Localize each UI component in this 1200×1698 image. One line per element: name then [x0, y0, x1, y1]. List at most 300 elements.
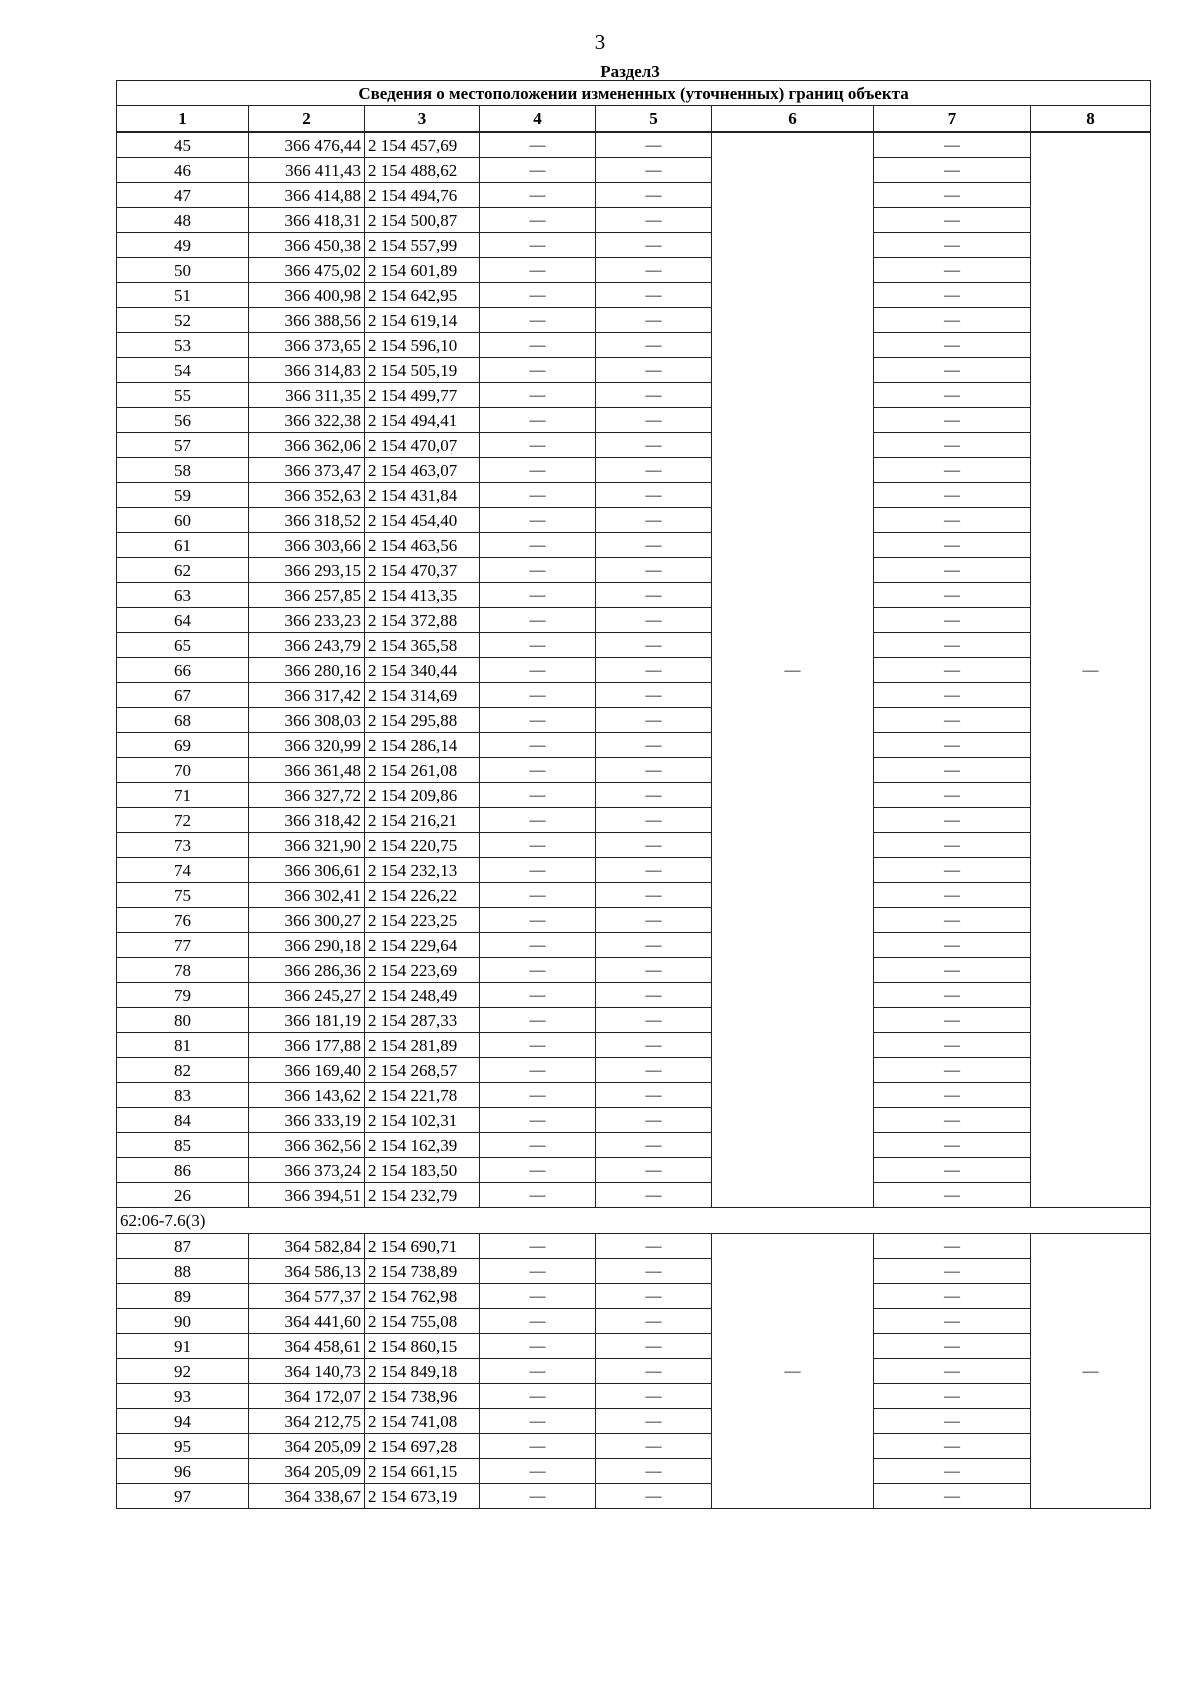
- y-coordinate-cell: 2 154 365,58: [365, 633, 480, 658]
- table-row: [117, 1334, 1151, 1359]
- col5-cell: —: [596, 1359, 712, 1384]
- col4-cell: —: [480, 883, 596, 908]
- col4-cell: —: [480, 1284, 596, 1309]
- x-coordinate-cell: 366 475,02: [249, 258, 365, 283]
- col4-cell: —: [480, 1409, 596, 1434]
- table-row: [117, 783, 1151, 808]
- col4-cell: —: [480, 1183, 596, 1208]
- x-coordinate-cell: 366 318,42: [249, 808, 365, 833]
- point-number-cell: 95: [117, 1434, 249, 1459]
- x-coordinate-cell: 366 373,65: [249, 333, 365, 358]
- col4-cell: —: [480, 1259, 596, 1284]
- col7-cell: —: [874, 808, 1031, 833]
- col4-cell: —: [480, 1384, 596, 1409]
- point-number-cell: 72: [117, 808, 249, 833]
- y-coordinate-cell: 2 154 470,07: [365, 433, 480, 458]
- col5-cell: —: [596, 733, 712, 758]
- table-row: [117, 283, 1151, 308]
- table-row: [117, 308, 1151, 333]
- col5-cell: —: [596, 358, 712, 383]
- col4-cell: —: [480, 1083, 596, 1108]
- table-row: [117, 208, 1151, 233]
- col4-cell: —: [480, 683, 596, 708]
- col5-cell: —: [596, 558, 712, 583]
- table-row: [117, 1133, 1151, 1158]
- col5-cell: —: [596, 233, 712, 258]
- y-coordinate-cell: 2 154 226,22: [365, 883, 480, 908]
- table-row: [117, 1108, 1151, 1133]
- col4-cell: —: [480, 158, 596, 183]
- y-coordinate-cell: 2 154 738,96: [365, 1384, 480, 1409]
- col7-cell: —: [874, 608, 1031, 633]
- col7-cell: —: [874, 458, 1031, 483]
- col4-cell: —: [480, 408, 596, 433]
- column-header: 4: [480, 106, 596, 133]
- column-header: 2: [249, 106, 365, 133]
- point-number-cell: 71: [117, 783, 249, 808]
- table-row: [117, 908, 1151, 933]
- table-row: [117, 658, 1151, 683]
- col7-cell: —: [874, 933, 1031, 958]
- col5-cell: —: [596, 1259, 712, 1284]
- col4-cell: —: [480, 908, 596, 933]
- col4-cell: —: [480, 1334, 596, 1359]
- col5-cell: —: [596, 208, 712, 233]
- point-number-cell: 49: [117, 233, 249, 258]
- y-coordinate-cell: 2 154 314,69: [365, 683, 480, 708]
- x-coordinate-cell: 366 280,16: [249, 658, 365, 683]
- x-coordinate-cell: 366 300,27: [249, 908, 365, 933]
- col5-cell: —: [596, 1008, 712, 1033]
- col5-cell: —: [596, 483, 712, 508]
- y-coordinate-cell: 2 154 261,08: [365, 758, 480, 783]
- col7-cell: —: [874, 1384, 1031, 1409]
- col5-cell: —: [596, 633, 712, 658]
- col5-cell: —: [596, 908, 712, 933]
- table-row: [117, 1409, 1151, 1434]
- point-number-cell: 48: [117, 208, 249, 233]
- col7-cell: —: [874, 132, 1031, 158]
- x-coordinate-cell: 366 400,98: [249, 283, 365, 308]
- y-coordinate-cell: 2 154 221,78: [365, 1083, 480, 1108]
- col4-cell: —: [480, 633, 596, 658]
- table-row: [117, 533, 1151, 558]
- col7-cell: —: [874, 1234, 1031, 1259]
- col5-cell: —: [596, 408, 712, 433]
- col4-cell: —: [480, 233, 596, 258]
- y-coordinate-cell: 2 154 372,88: [365, 608, 480, 633]
- y-coordinate-cell: 2 154 500,87: [365, 208, 480, 233]
- point-number-cell: 96: [117, 1459, 249, 1484]
- col8-merged-cell: —: [1031, 1234, 1151, 1509]
- col5-cell: —: [596, 183, 712, 208]
- col7-cell: —: [874, 358, 1031, 383]
- col4-cell: —: [480, 1008, 596, 1033]
- y-coordinate-cell: 2 154 463,07: [365, 458, 480, 483]
- col5-cell: —: [596, 533, 712, 558]
- table-row: [117, 1359, 1151, 1384]
- col7-cell: —: [874, 583, 1031, 608]
- col7-cell: —: [874, 1108, 1031, 1133]
- col5-cell: —: [596, 308, 712, 333]
- table-row: [117, 458, 1151, 483]
- point-number-cell: 76: [117, 908, 249, 933]
- col4-cell: —: [480, 983, 596, 1008]
- col7-cell: —: [874, 783, 1031, 808]
- x-coordinate-cell: 366 306,61: [249, 858, 365, 883]
- col7-cell: —: [874, 233, 1031, 258]
- table-row: [117, 358, 1151, 383]
- y-coordinate-cell: 2 154 741,08: [365, 1409, 480, 1434]
- col5-cell: —: [596, 1334, 712, 1359]
- y-coordinate-cell: 2 154 601,89: [365, 258, 480, 283]
- col4-cell: —: [480, 283, 596, 308]
- point-number-cell: 79: [117, 983, 249, 1008]
- col5-cell: —: [596, 283, 712, 308]
- point-number-cell: 57: [117, 433, 249, 458]
- col5-cell: —: [596, 1183, 712, 1208]
- x-coordinate-cell: 364 205,09: [249, 1434, 365, 1459]
- point-number-cell: 46: [117, 158, 249, 183]
- col8-merged-cell: —: [1031, 132, 1151, 1208]
- y-coordinate-cell: 2 154 488,62: [365, 158, 480, 183]
- y-coordinate-cell: 2 154 619,14: [365, 308, 480, 333]
- col7-cell: —: [874, 683, 1031, 708]
- table-row: [117, 1008, 1151, 1033]
- x-coordinate-cell: 364 172,07: [249, 1384, 365, 1409]
- col7-cell: —: [874, 908, 1031, 933]
- point-number-cell: 78: [117, 958, 249, 983]
- table-row: [117, 132, 1151, 158]
- col7-cell: —: [874, 658, 1031, 683]
- x-coordinate-cell: 364 338,67: [249, 1484, 365, 1509]
- col5-cell: —: [596, 258, 712, 283]
- point-number-cell: 87: [117, 1234, 249, 1259]
- y-coordinate-cell: 2 154 499,77: [365, 383, 480, 408]
- x-coordinate-cell: 366 308,03: [249, 708, 365, 733]
- col7-cell: —: [874, 1083, 1031, 1108]
- table-row: [117, 1234, 1151, 1259]
- col4-cell: —: [480, 958, 596, 983]
- point-number-cell: 61: [117, 533, 249, 558]
- col4-cell: —: [480, 558, 596, 583]
- col5-cell: —: [596, 458, 712, 483]
- x-coordinate-cell: 366 243,79: [249, 633, 365, 658]
- point-number-cell: 77: [117, 933, 249, 958]
- x-coordinate-cell: 366 362,06: [249, 433, 365, 458]
- point-number-cell: 51: [117, 283, 249, 308]
- point-number-cell: 84: [117, 1108, 249, 1133]
- y-coordinate-cell: 2 154 494,41: [365, 408, 480, 433]
- y-coordinate-cell: 2 154 413,35: [365, 583, 480, 608]
- col4-cell: —: [480, 333, 596, 358]
- table-row: [117, 1083, 1151, 1108]
- point-number-cell: 56: [117, 408, 249, 433]
- col4-cell: —: [480, 758, 596, 783]
- y-coordinate-cell: 2 154 162,39: [365, 1133, 480, 1158]
- x-coordinate-cell: 364 577,37: [249, 1284, 365, 1309]
- x-coordinate-cell: 366 317,42: [249, 683, 365, 708]
- point-number-cell: 26: [117, 1183, 249, 1208]
- col5-cell: —: [596, 1484, 712, 1509]
- table-header-row: [117, 106, 1151, 133]
- col5-cell: —: [596, 983, 712, 1008]
- x-coordinate-cell: 364 205,09: [249, 1459, 365, 1484]
- boundary-coordinates-table: [116, 80, 1151, 1509]
- col7-cell: —: [874, 1359, 1031, 1384]
- column-header: 6: [712, 106, 874, 133]
- y-coordinate-cell: 2 154 209,86: [365, 783, 480, 808]
- col7-cell: —: [874, 383, 1031, 408]
- table-row: [117, 1259, 1151, 1284]
- table-row: [117, 1384, 1151, 1409]
- col4-cell: —: [480, 833, 596, 858]
- x-coordinate-cell: 366 143,62: [249, 1083, 365, 1108]
- x-coordinate-cell: 366 314,83: [249, 358, 365, 383]
- x-coordinate-cell: 364 458,61: [249, 1334, 365, 1359]
- col7-cell: —: [874, 1008, 1031, 1033]
- section-title: Раздел3: [600, 62, 660, 81]
- col7-cell: —: [874, 1183, 1031, 1208]
- col7-cell: —: [874, 1334, 1031, 1359]
- col5-cell: —: [596, 383, 712, 408]
- point-number-cell: 69: [117, 733, 249, 758]
- point-number-cell: 97: [117, 1484, 249, 1509]
- point-number-cell: 81: [117, 1033, 249, 1058]
- x-coordinate-cell: 366 414,88: [249, 183, 365, 208]
- y-coordinate-cell: 2 154 286,14: [365, 733, 480, 758]
- col4-cell: —: [480, 183, 596, 208]
- col4-cell: —: [480, 1459, 596, 1484]
- table-row: [117, 1309, 1151, 1334]
- point-number-cell: 47: [117, 183, 249, 208]
- y-coordinate-cell: 2 154 248,49: [365, 983, 480, 1008]
- col5-cell: —: [596, 158, 712, 183]
- table-row: [117, 483, 1151, 508]
- point-number-cell: 62: [117, 558, 249, 583]
- table-row: [117, 258, 1151, 283]
- col7-cell: —: [874, 483, 1031, 508]
- table-row: [117, 758, 1151, 783]
- col7-cell: —: [874, 1409, 1031, 1434]
- table-row: [117, 583, 1151, 608]
- table-row: [117, 183, 1151, 208]
- x-coordinate-cell: 366 322,38: [249, 408, 365, 433]
- point-number-cell: 65: [117, 633, 249, 658]
- col5-cell: —: [596, 883, 712, 908]
- y-coordinate-cell: 2 154 860,15: [365, 1334, 480, 1359]
- subsection-row: [117, 1208, 1151, 1234]
- x-coordinate-cell: 366 361,48: [249, 758, 365, 783]
- table-row: [117, 833, 1151, 858]
- table-row: [117, 158, 1151, 183]
- column-header: 8: [1031, 106, 1151, 133]
- table-row: [117, 958, 1151, 983]
- col7-cell: —: [874, 758, 1031, 783]
- table-row: [117, 708, 1151, 733]
- table-row: [117, 1058, 1151, 1083]
- point-number-cell: 82: [117, 1058, 249, 1083]
- col4-cell: —: [480, 533, 596, 558]
- col7-cell: —: [874, 958, 1031, 983]
- col7-cell: —: [874, 1309, 1031, 1334]
- col7-cell: —: [874, 1158, 1031, 1183]
- col4-cell: —: [480, 1108, 596, 1133]
- col7-cell: —: [874, 158, 1031, 183]
- col5-cell: —: [596, 758, 712, 783]
- x-coordinate-cell: 366 233,23: [249, 608, 365, 633]
- point-number-cell: 83: [117, 1083, 249, 1108]
- column-header: 7: [874, 106, 1031, 133]
- point-number-cell: 63: [117, 583, 249, 608]
- table-row: [117, 858, 1151, 883]
- y-coordinate-cell: 2 154 216,21: [365, 808, 480, 833]
- table-row: [117, 883, 1151, 908]
- col7-cell: —: [874, 208, 1031, 233]
- col5-cell: —: [596, 583, 712, 608]
- point-number-cell: 54: [117, 358, 249, 383]
- y-coordinate-cell: 2 154 268,57: [365, 1058, 480, 1083]
- y-coordinate-cell: 2 154 697,28: [365, 1434, 480, 1459]
- col7-cell: —: [874, 408, 1031, 433]
- col5-cell: —: [596, 132, 712, 158]
- col4-cell: —: [480, 383, 596, 408]
- col7-cell: —: [874, 433, 1031, 458]
- x-coordinate-cell: 366 333,19: [249, 1108, 365, 1133]
- col7-cell: —: [874, 633, 1031, 658]
- table-row: [117, 383, 1151, 408]
- col4-cell: —: [480, 1359, 596, 1384]
- col5-cell: —: [596, 1309, 712, 1334]
- col5-cell: —: [596, 508, 712, 533]
- col4-cell: —: [480, 1484, 596, 1509]
- col6-merged-cell: —: [712, 1234, 874, 1509]
- y-coordinate-cell: 2 154 849,18: [365, 1359, 480, 1384]
- x-coordinate-cell: 366 373,24: [249, 1158, 365, 1183]
- y-coordinate-cell: 2 154 557,99: [365, 233, 480, 258]
- col7-cell: —: [874, 1434, 1031, 1459]
- col7-cell: —: [874, 983, 1031, 1008]
- page-number: 3: [594, 30, 606, 54]
- col7-cell: —: [874, 1058, 1031, 1083]
- x-coordinate-cell: 366 321,90: [249, 833, 365, 858]
- column-header: 5: [596, 106, 712, 133]
- x-coordinate-cell: 366 388,56: [249, 308, 365, 333]
- col5-cell: —: [596, 433, 712, 458]
- table-row: [117, 408, 1151, 433]
- table-row: [117, 1484, 1151, 1509]
- x-coordinate-cell: 366 181,19: [249, 1008, 365, 1033]
- point-number-cell: 66: [117, 658, 249, 683]
- col5-cell: —: [596, 608, 712, 633]
- point-number-cell: 74: [117, 858, 249, 883]
- col5-cell: —: [596, 683, 712, 708]
- x-coordinate-cell: 366 394,51: [249, 1183, 365, 1208]
- point-number-cell: 93: [117, 1384, 249, 1409]
- x-coordinate-cell: 366 411,43: [249, 158, 365, 183]
- point-number-cell: 92: [117, 1359, 249, 1384]
- col5-cell: —: [596, 1058, 712, 1083]
- point-number-cell: 89: [117, 1284, 249, 1309]
- x-coordinate-cell: 364 441,60: [249, 1309, 365, 1334]
- col7-cell: —: [874, 533, 1031, 558]
- col4-cell: —: [480, 433, 596, 458]
- col7-cell: —: [874, 833, 1031, 858]
- col5-cell: —: [596, 833, 712, 858]
- col7-cell: —: [874, 333, 1031, 358]
- y-coordinate-cell: 2 154 223,25: [365, 908, 480, 933]
- col4-cell: —: [480, 1434, 596, 1459]
- x-coordinate-cell: 366 418,31: [249, 208, 365, 233]
- col4-cell: —: [480, 358, 596, 383]
- x-coordinate-cell: 366 169,40: [249, 1058, 365, 1083]
- point-number-cell: 68: [117, 708, 249, 733]
- col5-cell: —: [596, 933, 712, 958]
- column-header: 3: [365, 106, 480, 133]
- col5-cell: —: [596, 1284, 712, 1309]
- point-number-cell: 85: [117, 1133, 249, 1158]
- col4-cell: —: [480, 132, 596, 158]
- col4-cell: —: [480, 458, 596, 483]
- x-coordinate-cell: 366 373,47: [249, 458, 365, 483]
- table-row: [117, 1183, 1151, 1208]
- y-coordinate-cell: 2 154 470,37: [365, 558, 480, 583]
- y-coordinate-cell: 2 154 690,71: [365, 1234, 480, 1259]
- x-coordinate-cell: 366 311,35: [249, 383, 365, 408]
- point-number-cell: 94: [117, 1409, 249, 1434]
- col4-cell: —: [480, 1309, 596, 1334]
- col4-cell: —: [480, 808, 596, 833]
- col5-cell: —: [596, 333, 712, 358]
- col4-cell: —: [480, 858, 596, 883]
- point-number-cell: 91: [117, 1334, 249, 1359]
- col5-cell: —: [596, 1083, 712, 1108]
- y-coordinate-cell: 2 154 431,84: [365, 483, 480, 508]
- table-row: [117, 1459, 1151, 1484]
- col4-cell: —: [480, 658, 596, 683]
- table-row: [117, 733, 1151, 758]
- point-number-cell: 58: [117, 458, 249, 483]
- y-coordinate-cell: 2 154 762,98: [365, 1284, 480, 1309]
- col7-cell: —: [874, 283, 1031, 308]
- x-coordinate-cell: 366 362,56: [249, 1133, 365, 1158]
- point-number-cell: 45: [117, 132, 249, 158]
- col5-cell: —: [596, 1158, 712, 1183]
- col4-cell: —: [480, 1033, 596, 1058]
- col4-cell: —: [480, 258, 596, 283]
- point-number-cell: 80: [117, 1008, 249, 1033]
- point-number-cell: 88: [117, 1259, 249, 1284]
- x-coordinate-cell: 366 302,41: [249, 883, 365, 908]
- point-number-cell: 67: [117, 683, 249, 708]
- col7-cell: —: [874, 858, 1031, 883]
- point-number-cell: 70: [117, 758, 249, 783]
- col7-cell: —: [874, 1459, 1031, 1484]
- point-number-cell: 60: [117, 508, 249, 533]
- x-coordinate-cell: 366 290,18: [249, 933, 365, 958]
- point-number-cell: 53: [117, 333, 249, 358]
- point-number-cell: 59: [117, 483, 249, 508]
- col7-cell: —: [874, 558, 1031, 583]
- table-row: [117, 333, 1151, 358]
- x-coordinate-cell: 366 177,88: [249, 1033, 365, 1058]
- col4-cell: —: [480, 483, 596, 508]
- col5-cell: —: [596, 1133, 712, 1158]
- x-coordinate-cell: 364 140,73: [249, 1359, 365, 1384]
- point-number-cell: 75: [117, 883, 249, 908]
- table-row: [117, 233, 1151, 258]
- x-coordinate-cell: 366 303,66: [249, 533, 365, 558]
